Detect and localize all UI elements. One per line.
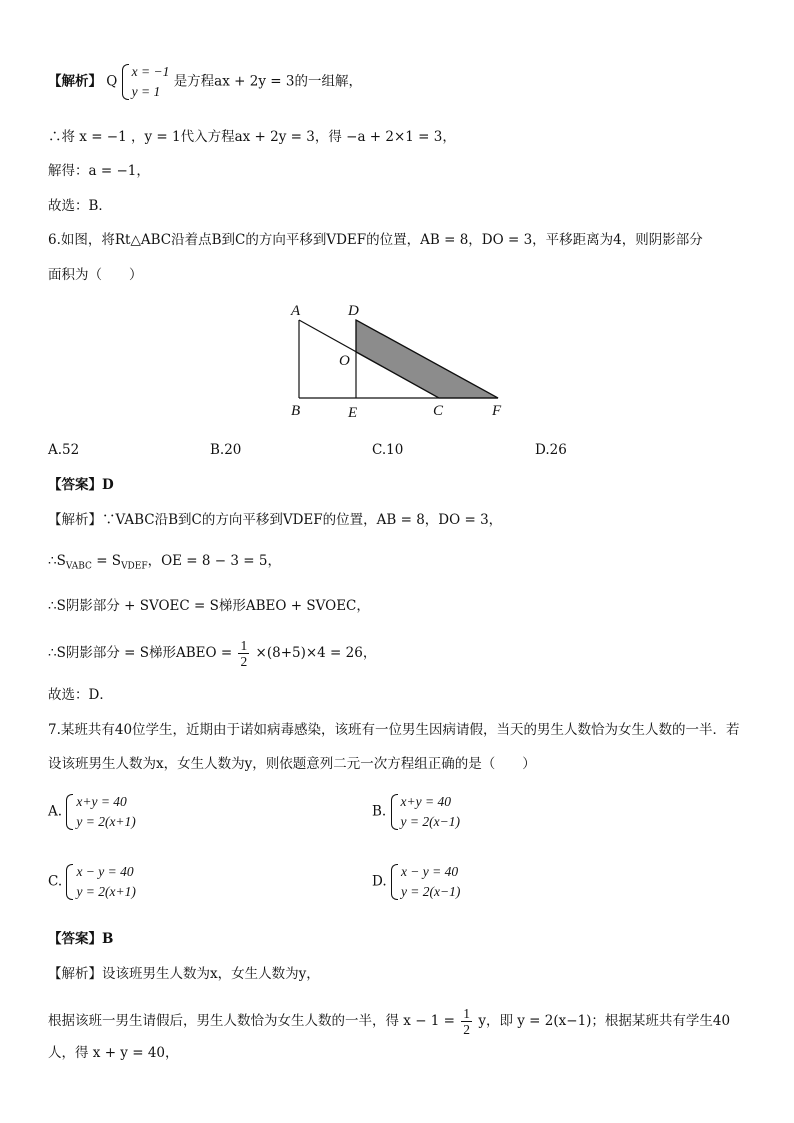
system-eq-1: x+y = 40 bbox=[400, 794, 451, 809]
jiexi-line2-post: y，即 y = 2(x−1)；根据某班共有学生40 bbox=[478, 1013, 731, 1029]
label-F: F bbox=[492, 403, 502, 419]
fraction-den: 2 bbox=[240, 654, 248, 669]
area-eq-pre: ∴S阴影部分 = S梯形ABEO = bbox=[48, 645, 233, 661]
fraction-half bbox=[238, 638, 249, 669]
q7-stem-line1: 7.某班共有40位学生，近期由于诺如病毒感染，该班有一位男生因病请假，当天的男生人数恰为女生人数的一半．若 bbox=[48, 722, 740, 738]
q5-step2: 解得：a = −1， bbox=[48, 163, 150, 179]
equals-s: = S bbox=[91, 553, 122, 569]
q6-figure bbox=[0, 295, 794, 435]
system-eq-2: y = 2(x−1) bbox=[400, 814, 460, 829]
q6-select: 故选：D． bbox=[48, 687, 113, 703]
jiexi-line2-pre: 根据该班一男生请假后，男生人数恰为女生人数的一半，得 x − 1 = bbox=[48, 1013, 455, 1029]
system-eq-2: y = 2(x+1) bbox=[76, 814, 136, 829]
jiexi-tail: 是方程ax + 2y = 3的一组解， bbox=[173, 73, 362, 90]
equation-system bbox=[391, 862, 460, 902]
label-O: O bbox=[339, 353, 350, 369]
label-A: A bbox=[291, 303, 301, 319]
option-label: B. bbox=[372, 803, 387, 820]
label-B: B bbox=[291, 403, 301, 419]
label-E: E bbox=[348, 405, 358, 421]
q-symbol: Q bbox=[106, 73, 118, 90]
s-symbol: ∴S bbox=[48, 553, 66, 569]
q6-option-d: D.26 bbox=[535, 442, 567, 458]
oe-calc: ，OE = 8 − 3 = 5， bbox=[147, 553, 281, 569]
q7-option-d bbox=[372, 862, 460, 902]
q7-jiexi-line2 bbox=[48, 1006, 730, 1037]
system-eq-2: y = 2(x−1) bbox=[400, 884, 461, 899]
equation-system bbox=[66, 862, 135, 902]
option-label: D. bbox=[372, 873, 387, 890]
q6-option-b: B.20 bbox=[210, 442, 242, 458]
equation-system bbox=[66, 792, 135, 832]
label-D: D bbox=[348, 303, 359, 319]
q7-option-c bbox=[48, 862, 136, 902]
fraction-half bbox=[461, 1006, 472, 1037]
system-eq-2: y = 2(x+1) bbox=[76, 884, 136, 899]
option-label: A. bbox=[48, 803, 63, 820]
q6-stem-line2: 面积为（ ） bbox=[48, 267, 143, 283]
system-eq-1: x − y = 40 bbox=[400, 864, 459, 879]
jiexi-tag: 【解析】 bbox=[48, 73, 102, 90]
system-eq-2: y = 1 bbox=[131, 84, 161, 99]
subscript-def: VDEF bbox=[121, 561, 148, 572]
system-eq-1: x+y = 40 bbox=[76, 794, 127, 809]
q6-answer: 【答案】D bbox=[48, 477, 114, 493]
q7-stem-line2: 设该班男生人数为x，女生人数为y，则依题意列二元一次方程组正确的是（ ） bbox=[48, 756, 536, 772]
q5-jiexi-line bbox=[48, 62, 362, 102]
q5-select: 故选：B． bbox=[48, 198, 112, 214]
system-eq-1: x − y = 40 bbox=[76, 864, 134, 879]
q6-jiexi-line1: 【解析】∵VABC沿B到C的方向平移到VDEF的位置，AB = 8，DO = 3， bbox=[48, 512, 503, 528]
q6-jiexi-line3: ∴S阴影部分 + SVOEC = S梯形ABEO + SVOEC， bbox=[48, 598, 370, 614]
q6-option-a: A.52 bbox=[48, 442, 80, 458]
area-eq-post: ×(8+5)×4 = 26， bbox=[255, 645, 377, 661]
fraction-den: 2 bbox=[463, 1022, 471, 1037]
system-eq-1: x = −1 bbox=[131, 64, 170, 79]
q7-option-b bbox=[372, 792, 460, 832]
fraction-num: 1 bbox=[463, 1006, 471, 1021]
q5-step1: ∴将 x = −1 ，y = 1代入方程ax + 2y = 3，得 −a + 2×1 = 3， bbox=[48, 129, 456, 145]
q7-option-a bbox=[48, 792, 136, 832]
equation-system bbox=[391, 792, 460, 832]
equation-system bbox=[122, 62, 170, 102]
q7-answer: 【答案】B bbox=[48, 931, 114, 947]
q6-option-c: C.10 bbox=[372, 442, 404, 458]
q7-jiexi-line3: 人，得 x + y = 40， bbox=[48, 1045, 179, 1061]
q6-jiexi-line4 bbox=[48, 638, 376, 669]
subscript-abc: VABC bbox=[65, 561, 92, 572]
option-label: C. bbox=[48, 873, 63, 890]
q6-jiexi-line2 bbox=[48, 552, 281, 576]
q7-jiexi-line1: 【解析】设该班男生人数为x，女生人数为y， bbox=[48, 966, 320, 982]
label-C: C bbox=[433, 403, 444, 419]
fraction-num: 1 bbox=[240, 638, 248, 653]
q6-stem-line1: 6.如图，将Rt△ABC沿着点B到C的方向平移到VDEF的位置，AB = 8，DO = 3，平移距离为4，则阴影部分 bbox=[48, 232, 703, 248]
